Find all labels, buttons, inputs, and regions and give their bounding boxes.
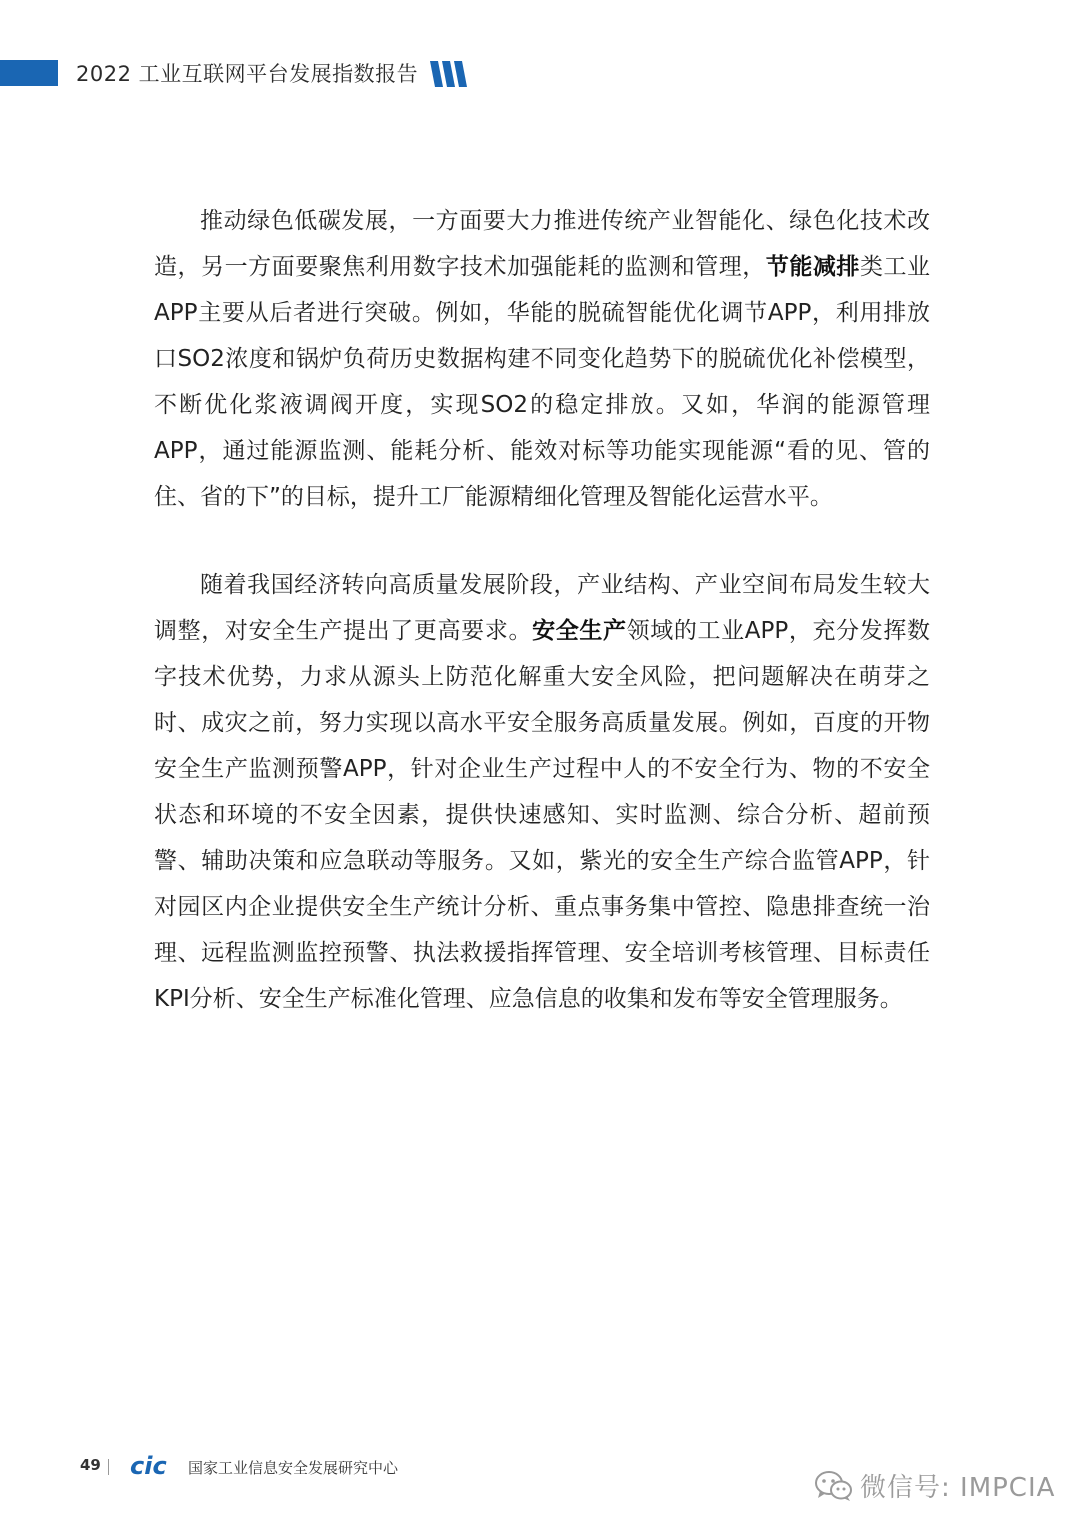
paragraph-text: 领域的工业APP，充分发挥数字技术优势，力求从源头上防范化解重大安全风险，把问题解决在萌芽之时、成灾之前，努力实现以高水平安全服务高质量发展。例如，百度的开物安全生产监测预警APP，针对企业生产过程中人的不安全行为、物的不安全状态和环境的不安全因素，提供快速感知、实时监测、综合分析、超前预警、辅助决策和应急联动等服务。又如，紫光的安全生产综合监管APP，针对园区内企业提供安全生产统计分析、重点事务集中管控、隐患排查统一治理、远程监测监控预警、执法救援指挥管理、安全培训考核管理、目标责任KPI分析、安全生产标准化管理、应急信息的收集和发布等安全管理服务。: [154, 618, 931, 1012]
report-title: 2022 工业互联网平台发展指数报告: [76, 62, 419, 86]
cic-logo-text: cic: [130, 1455, 167, 1477]
paragraph-text: 类工业APP主要从后者进行突破。例如，华能的脱硫智能优化调节APP，利用排放口SO2浓度和锅炉负荷历史数据构建不同变化趋势下的脱硫优化补偿模型，不断优化浆液调阀开度，实现SO2的稳定排放。又如，华润的能源管理APP，通过能源监测、能耗分析、能效对标等功能实现能源“看的见、管的住、省的下”的目标，提升工厂能源精细化管理及智能化运营水平。: [154, 254, 930, 510]
wechat-watermark: [814, 1467, 1055, 1504]
wechat-icon: [814, 1469, 854, 1503]
bold-keyword: 安全生产: [532, 618, 627, 644]
paragraph-text: 推动绿色低碳发展，一方面要大力推进传统产业智能化、绿色化技术改造，另一方面要聚焦利用数字技术加强能耗的监测和管理，: [154, 208, 930, 280]
page-number: 49: [80, 1456, 101, 1474]
main-content: [154, 198, 930, 1064]
footer-divider: [108, 1459, 109, 1475]
cic-logo: [130, 1455, 178, 1477]
organization-name: 国家工业信息安全发展研究中心: [188, 1459, 399, 1477]
header-stripes-icon: [430, 61, 470, 87]
paragraph: [154, 198, 930, 520]
bold-keyword: 节能减排: [765, 254, 860, 280]
paragraph: [154, 562, 930, 1022]
wechat-id: 微信号: IMPCIA: [860, 1473, 1056, 1503]
paragraph-text: 随着我国经济转向高质量发展阶段，产业结构、产业空间布局发生较大调整，对安全生产提出了更高要求。: [154, 572, 930, 644]
header-accent-bar: [0, 60, 58, 86]
